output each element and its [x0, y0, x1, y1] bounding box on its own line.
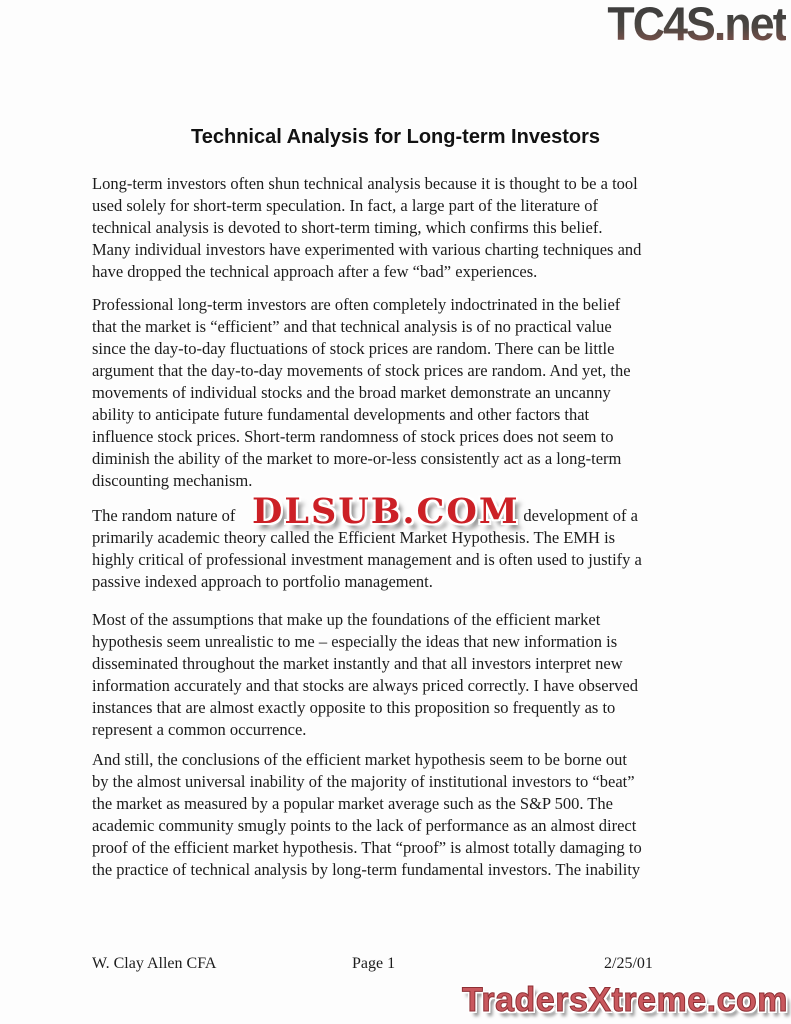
text-line: academic community smugly points to the lack of performance as an almost direct: [92, 816, 637, 835]
text-line: proof of the efficient market hypothesis. That “proof” is almost totally damaging to: [92, 838, 642, 857]
tradersxtreme-watermark: TradersXtreme.com: [462, 981, 788, 1019]
text-line: ability to anticipate future fundamental developments and other factors that: [92, 405, 590, 424]
text-line: Many individual investors have experimented with various charting techniques and: [92, 240, 642, 259]
dlsub-watermark: DLSUB.COM: [252, 491, 520, 532]
paragraph-4: [92, 609, 712, 741]
text-line: highly critical of professional investment management and is often used to justify a: [92, 550, 642, 569]
text-line: information accurately and that stocks are always priced correctly. I have observed: [92, 676, 638, 695]
text-line: discounting mechanism.: [92, 471, 253, 490]
text-line: Most of the assumptions that make up the foundations of the efficient market: [92, 610, 601, 629]
page-title: Technical Analysis for Long-term Investors: [191, 126, 600, 148]
tc4s-watermark: TC4S.net: [608, 0, 786, 51]
text-line: represent a common occurrence.: [92, 720, 307, 739]
line-text-before-watermark: The random nature of: [92, 506, 236, 525]
text-line: primarily academic theory called the Efficient Market Hypothesis. The EMH is: [92, 528, 616, 547]
text-line: diminish the ability of the market to more-or-less consistently act as a long-term: [92, 449, 622, 468]
text-line: that the market is “efficient” and that technical analysis is of no practical value: [92, 317, 612, 336]
text-line: disseminated throughout the market instantly and that all investors interpret new: [92, 654, 623, 673]
line-text-after-watermark: development of a: [523, 506, 638, 525]
footer-author: W. Clay Allen CFA: [92, 955, 217, 972]
paragraph-2: [92, 294, 712, 492]
paragraph-3-remaining-lines: [92, 527, 712, 593]
text-line: the market as measured by a popular market average such as the S&P 500. The: [92, 794, 613, 813]
text-line: used solely for short-term speculation. In fact, a large part of the literature of: [92, 196, 598, 215]
text-line: Professional long-term investors are often completely indoctrinated in the belief: [92, 295, 621, 314]
text-line: Long-term investors often shun technical analysis because it is thought to be a tool: [92, 174, 638, 193]
text-line: argument that the day-to-day movements of stock prices are random. And yet, the: [92, 361, 631, 380]
footer-date: 2/25/01: [604, 955, 653, 972]
paragraph-5: [92, 749, 712, 881]
text-line: have dropped the technical approach after a few “bad” experiences.: [92, 262, 538, 281]
text-line: influence stock prices. Short-term randomness of stock prices does not seem to: [92, 427, 614, 446]
text-line: the practice of technical analysis by long-term fundamental investors. The inability: [92, 860, 641, 879]
footer-page-number: Page 1: [352, 955, 396, 972]
text-line: instances that are almost exactly opposite to this proposition so frequently as to: [92, 698, 616, 717]
paragraph-1: [92, 173, 712, 283]
text-line: passive indexed approach to portfolio management.: [92, 572, 433, 591]
text-line: hypothesis seem unrealistic to me – especially the ideas that new information is: [92, 632, 618, 651]
text-line: by the almost universal inability of the majority of institutional investors to “beat”: [92, 772, 635, 791]
text-line: And still, the conclusions of the efficient market hypothesis seem to be borne out: [92, 750, 627, 769]
text-line: technical analysis is devoted to short-term timing, which confirms this belief.: [92, 218, 603, 237]
text-line: movements of individual stocks and the broad market demonstrate an uncanny: [92, 383, 611, 402]
text-line: since the day-to-day fluctuations of stock prices are random. There can be little: [92, 339, 615, 358]
